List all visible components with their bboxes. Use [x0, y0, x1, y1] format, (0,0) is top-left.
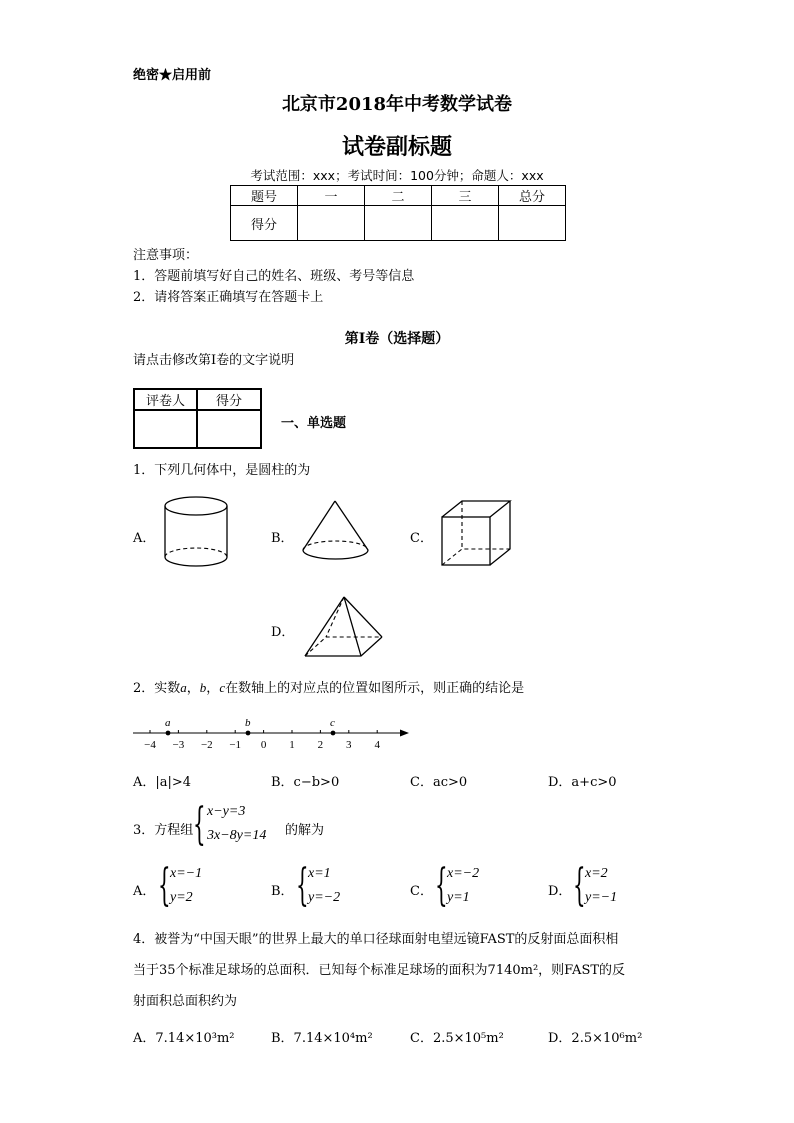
question-stem-text: 2．实数 — [133, 681, 181, 696]
equation-line: x−y=3 — [207, 804, 246, 819]
option-solution-line: x=1 — [308, 866, 331, 881]
notes-item: 1．答题前填写好自己的姓名、班级、考号等信息 — [133, 269, 415, 284]
option-b[interactable]: B．7.14×10⁴m² — [271, 1031, 373, 1046]
point-a-marker — [166, 731, 171, 736]
grader-score-header: 得分 — [197, 389, 261, 410]
secret-label: 绝密★启用前 — [133, 68, 212, 83]
option-solution-line: y=−1 — [585, 890, 618, 905]
cone-figure — [298, 496, 378, 568]
option-solution-line: y=1 — [447, 890, 470, 905]
option-brace: { — [158, 860, 171, 911]
axis-tick-label: 1 — [289, 739, 295, 751]
option-label: C． — [410, 531, 433, 546]
cube-figure — [438, 497, 518, 569]
section-title: 一、单选题 — [281, 416, 347, 431]
score-table-header-cell: 一 — [298, 186, 365, 206]
option-brace: { — [296, 860, 309, 911]
system-brace: { — [193, 799, 206, 850]
axis-tick-label: −4 — [144, 739, 156, 751]
grader-reviewer-header: 评卷人 — [134, 389, 197, 410]
point-c-label: c — [330, 717, 335, 729]
score-table-header-cell: 总分 — [499, 186, 566, 206]
option-solution-line: x=−1 — [170, 866, 203, 881]
math-variable: c — [219, 680, 226, 695]
number-line — [130, 712, 415, 752]
score-table — [230, 185, 566, 241]
option-solution-line: y=2 — [170, 890, 193, 905]
grader-reviewer-cell[interactable] — [134, 410, 197, 448]
axis-tick-label: −1 — [229, 739, 242, 751]
option-c[interactable]: C．2.5×10⁵m² — [410, 1031, 504, 1046]
option-b[interactable]: B．c−b>0 — [271, 775, 340, 790]
question-stem: 3．方程组 — [133, 823, 194, 838]
option-solution-line: x=−2 — [447, 866, 480, 881]
axis-tick-label: −3 — [172, 739, 185, 751]
question-stem: 当于35个标准足球场的总面积．已知每个标准足球场的面积为7140m²，则FAST的反 — [133, 963, 626, 978]
axis-tick-label: 4 — [374, 739, 380, 751]
point-a-label: a — [165, 717, 171, 729]
score-input-cell[interactable] — [365, 206, 432, 241]
question-stem-text: 在数轴上的对应点的位置如图所示，则正确的结论是 — [225, 681, 525, 696]
question-stem: 射面积总面积约为 — [133, 994, 238, 1009]
option-solution-line: y=−2 — [308, 890, 341, 905]
score-input-cell[interactable] — [298, 206, 365, 241]
equation-line: 3x−8y=14 — [207, 828, 267, 843]
question-stem-text: ， — [206, 681, 220, 696]
score-input-cell[interactable] — [499, 206, 566, 241]
score-row-label: 得分 — [231, 206, 298, 241]
part-title: 第I卷（选择题） — [344, 331, 450, 347]
option-label[interactable]: C． — [410, 884, 433, 899]
score-table-header-cell: 三 — [432, 186, 499, 206]
pyramid-figure — [300, 593, 390, 663]
exam-title: 北京市2018年中考数学试卷 — [281, 94, 513, 115]
option-solution-line: x=2 — [585, 866, 608, 881]
axis-tick-label: −2 — [200, 739, 213, 751]
math-variable: b — [199, 680, 207, 695]
question-stem: 4．被誉为“中国天眼”的世界上最大的单口径球面射电望远镜FAST的反射面总面积相 — [133, 932, 619, 947]
option-label: B． — [271, 531, 294, 546]
question-stem — [133, 677, 524, 696]
option-label[interactable]: D． — [548, 884, 572, 899]
notes-item: 2．请将答案正确填写在答题卡上 — [133, 290, 324, 305]
option-a[interactable]: A．7.14×10³m² — [133, 1031, 235, 1046]
part-description[interactable]: 请点击修改第I卷的文字说明 — [133, 353, 295, 368]
axis-tick-label: 0 — [260, 739, 267, 751]
exam-info: 考试范围：xxx；考试时间：100分钟；命题人：xxx — [250, 168, 544, 183]
option-c[interactable]: C．ac>0 — [410, 775, 468, 790]
option-label[interactable]: B． — [271, 884, 294, 899]
axis-tick-label: 3 — [346, 739, 352, 751]
option-a[interactable]: A．|a|>4 — [133, 775, 192, 790]
option-d[interactable]: D．a+c>0 — [548, 775, 617, 790]
score-input-cell[interactable] — [432, 206, 499, 241]
exam-subtitle: 试卷副标题 — [341, 134, 452, 160]
option-brace: { — [435, 860, 448, 911]
axis-tick-label: 2 — [317, 739, 324, 751]
question-stem-text: ， — [186, 681, 200, 696]
cylinder-figure — [160, 493, 240, 573]
option-brace: { — [573, 860, 586, 911]
option-label: D． — [271, 625, 295, 640]
grader-table — [133, 388, 262, 449]
score-table-header-cell: 二 — [365, 186, 432, 206]
question-stem: 1．下列几何体中，是圆柱的为 — [133, 463, 311, 478]
point-b-marker — [246, 731, 251, 736]
option-label[interactable]: A． — [133, 884, 156, 899]
option-d[interactable]: D．2.5×10⁶m² — [548, 1031, 643, 1046]
notes-title: 注意事项： — [133, 248, 199, 263]
point-c-marker — [331, 731, 336, 736]
question-stem: 的解为 — [285, 823, 325, 838]
score-table-header-cell: 题号 — [231, 186, 298, 206]
option-label: A． — [133, 531, 156, 546]
grader-score-cell[interactable] — [197, 410, 261, 448]
math-variable: a — [180, 680, 187, 695]
point-b-label: b — [245, 717, 251, 729]
